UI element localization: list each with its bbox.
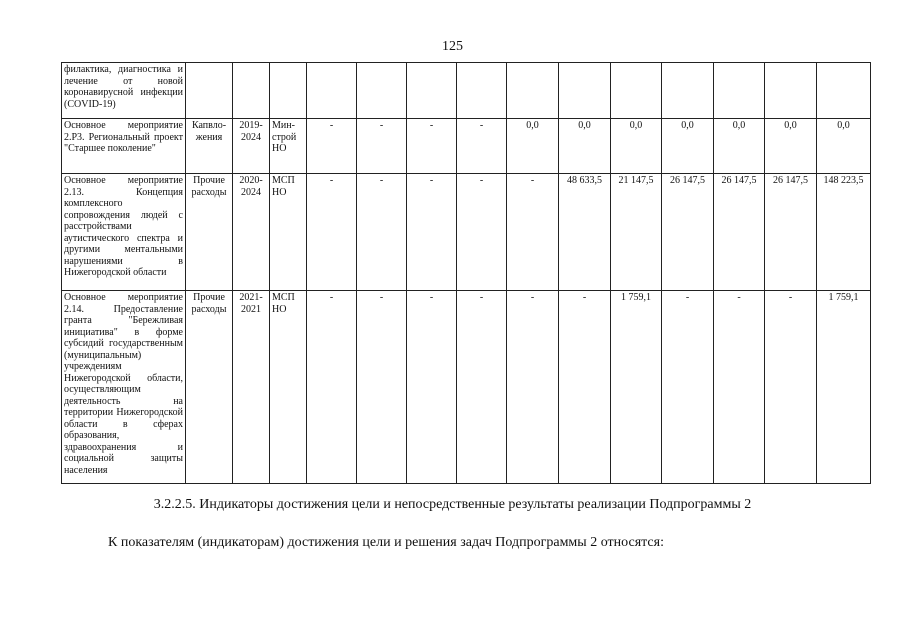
- funding-value-cell: 0,0: [611, 119, 662, 174]
- funding-value-cell: 48 633,5: [559, 174, 611, 291]
- budget-table: [61, 62, 871, 484]
- funding-value-cell: 0,0: [714, 119, 765, 174]
- funding-value-cell: 1 759,1: [817, 291, 871, 484]
- period-cell: 2020-2024: [233, 174, 270, 291]
- activity-description-cell: Основное мероприятие 2.13. Концепция комплексного сопровождения людей с расстройствами аутистического спектра и другими ментальными нарушениями в Нижегородской области: [62, 174, 186, 291]
- section-heading: 3.2.2.5. Индикаторы достижения цели и непосредственные результаты реализации Подпрограммы 2: [153, 497, 752, 512]
- funding-value-cell: 21 147,5: [611, 174, 662, 291]
- table-row: [62, 291, 871, 484]
- funding-value-cell: -: [307, 119, 357, 174]
- table-row: [62, 119, 871, 174]
- table-row: [62, 63, 871, 119]
- funding-value-cell: 1 759,1: [611, 291, 662, 484]
- activity-description-cell: Основное мероприятие 2.14. Предоставление гранта "Бережливая инициатива" в форме субсидий государственным (муниципальным) учреждениям Нижегородской области, осуществляющим деятельность на территории Нижегородской области в сферах образования, здравоохранения и социальной защиты населения: [62, 291, 186, 484]
- period-cell: 2019-2024: [233, 119, 270, 174]
- expense-category-cell: Прочие расходы: [186, 291, 233, 484]
- funding-value-cell: -: [407, 119, 457, 174]
- funding-value-cell: -: [507, 174, 559, 291]
- funding-value-cell: -: [662, 291, 714, 484]
- funding-value-cell: [307, 63, 357, 119]
- funding-value-cell: -: [407, 291, 457, 484]
- funding-value-cell: 0,0: [765, 119, 817, 174]
- expense-category-cell: Прочие расходы: [186, 174, 233, 291]
- funding-value-cell: -: [307, 291, 357, 484]
- activity-description-cell: Основное мероприятие 2.Р3. Региональный проект "Старшее поколение": [62, 119, 186, 174]
- page-number: 125: [442, 39, 463, 54]
- intro-paragraph: К показателям (индикаторам) достижения цели и решения задач Подпрограммы 2 относятся:: [108, 535, 664, 550]
- funding-value-cell: 26 147,5: [765, 174, 817, 291]
- funding-value-cell: 148 223,5: [817, 174, 871, 291]
- funding-value-cell: [357, 63, 407, 119]
- funding-value-cell: -: [457, 174, 507, 291]
- funding-value-cell: -: [457, 291, 507, 484]
- period-cell: [233, 63, 270, 119]
- funding-value-cell: -: [559, 291, 611, 484]
- funding-value-cell: [817, 63, 871, 119]
- funding-value-cell: [507, 63, 559, 119]
- funding-value-cell: 26 147,5: [714, 174, 765, 291]
- funding-value-cell: [714, 63, 765, 119]
- funding-value-cell: 0,0: [817, 119, 871, 174]
- funding-value-cell: [765, 63, 817, 119]
- funding-value-cell: -: [714, 291, 765, 484]
- funding-value-cell: -: [357, 291, 407, 484]
- funding-value-cell: 0,0: [507, 119, 559, 174]
- executor-cell: МСП НО: [270, 174, 307, 291]
- funding-value-cell: [559, 63, 611, 119]
- funding-value-cell: 0,0: [559, 119, 611, 174]
- table-row: [62, 174, 871, 291]
- funding-value-cell: [662, 63, 714, 119]
- executor-cell: [270, 63, 307, 119]
- activity-description-cell: филактика, диагностика и лечение от новой коронавирусной инфекции (COVID-19): [62, 63, 186, 119]
- executor-cell: Мин-строй НО: [270, 119, 307, 174]
- funding-value-cell: [457, 63, 507, 119]
- funding-value-cell: -: [457, 119, 507, 174]
- funding-value-cell: -: [307, 174, 357, 291]
- funding-value-cell: -: [357, 174, 407, 291]
- funding-value-cell: -: [507, 291, 559, 484]
- funding-value-cell: 0,0: [662, 119, 714, 174]
- funding-value-cell: -: [357, 119, 407, 174]
- executor-cell: МСП НО: [270, 291, 307, 484]
- funding-value-cell: [611, 63, 662, 119]
- expense-category-cell: Капвло-жения: [186, 119, 233, 174]
- period-cell: 2021-2021: [233, 291, 270, 484]
- funding-value-cell: -: [407, 174, 457, 291]
- funding-value-cell: [407, 63, 457, 119]
- expense-category-cell: [186, 63, 233, 119]
- funding-value-cell: 26 147,5: [662, 174, 714, 291]
- funding-value-cell: -: [765, 291, 817, 484]
